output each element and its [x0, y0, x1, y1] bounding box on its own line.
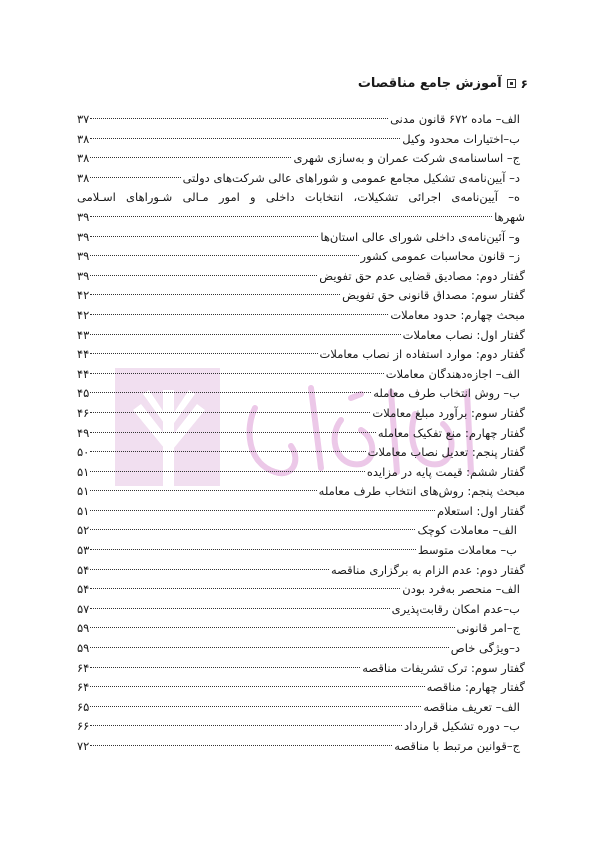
- toc-entry[interactable]: [77, 267, 525, 287]
- toc-entry-title: ه– آیین‌نامه‌ی اجرائی تشکیلات، انتخابات داخلی و امور مـالی شـوراهای اسـلامی: [77, 190, 520, 205]
- toc-entry-page: ۴۲: [77, 307, 90, 322]
- toc-entry-title: گفتار ششم: قیمت پایه در مزایده: [366, 464, 525, 479]
- toc-entry-title: الف– منحصر به‌فرد بودن: [402, 582, 520, 597]
- dot-leader: [90, 255, 358, 256]
- toc-entry-page: ۵۴: [77, 582, 90, 597]
- toc-entry-page: ۶۴: [77, 660, 90, 675]
- page-number: ۶: [520, 76, 528, 91]
- toc-entry-page: ۴۲: [77, 288, 90, 303]
- toc-entry-title: الف– ماده ۶۷۲ قانون مدنی: [390, 112, 520, 126]
- toc-entry-title: گفتار سوم: برآورد مبلغ معاملات: [372, 405, 525, 420]
- toc-entry[interactable]: [77, 404, 525, 424]
- toc-entry-title: گفتار سوم: مصداق قانونی حق تفویض: [342, 288, 525, 303]
- toc-entry-title: گفتار اول: نصاب معاملات: [402, 327, 525, 342]
- dot-leader: [90, 177, 180, 178]
- dot-leader: [90, 392, 371, 393]
- toc-entry-title: گفتار پنجم: تعدیل نصاب معاملات: [367, 445, 525, 460]
- toc-entry-page: ۴۳: [77, 327, 90, 342]
- table-of-contents: [77, 110, 525, 757]
- toc-entry-page: ۷۲: [77, 739, 90, 753]
- toc-entry[interactable]: [77, 659, 525, 679]
- toc-entry-title: ج–قوانین مرتبط با مناقصه: [394, 739, 520, 753]
- toc-entry-title: ج–امر قانونی: [456, 621, 520, 636]
- toc-entry[interactable]: [77, 737, 525, 757]
- toc-entry-page: ۳۸: [77, 131, 90, 146]
- toc-entry[interactable]: [77, 639, 525, 659]
- toc-entry-title: د– آیین‌نامه‌ی تشکیل مجامع عمومی و شوراهای عالی شرکت‌های دولتی: [182, 170, 520, 185]
- dot-leader: [90, 686, 424, 687]
- toc-entry[interactable]: [77, 717, 525, 737]
- toc-entry[interactable]: [77, 698, 525, 718]
- toc-entry-page: ۴۹: [77, 425, 90, 440]
- toc-entry[interactable]: [77, 228, 525, 248]
- dot-leader: [90, 529, 415, 530]
- toc-entry-page: ۳۹: [77, 249, 90, 264]
- toc-entry-page: ۵۱: [77, 464, 90, 479]
- toc-entry-page: ۶۴: [77, 680, 90, 695]
- dot-leader: [90, 510, 435, 511]
- toc-entry[interactable]: [77, 326, 525, 346]
- toc-entry[interactable]: [77, 580, 525, 600]
- toc-entry[interactable]: [77, 384, 525, 404]
- dot-leader: [90, 627, 454, 628]
- toc-entry[interactable]: [77, 149, 525, 169]
- toc-entry[interactable]: [77, 541, 525, 561]
- toc-entry-page: ۳۸: [77, 170, 90, 185]
- toc-entry[interactable]: [77, 365, 525, 385]
- toc-entry-page: ۶۵: [77, 699, 90, 714]
- toc-entry-page: ۵۱: [77, 503, 90, 518]
- toc-entry-title: شهرها: [494, 209, 525, 224]
- dot-leader: [90, 569, 329, 570]
- book-title: آموزش جامع مناقصات: [357, 76, 502, 91]
- toc-entry[interactable]: [77, 463, 525, 483]
- toc-entry-title: و– آئین‌نامه‌ی داخلی شورای عالی استان‌ها: [320, 229, 520, 244]
- toc-entry-page: ۳۷: [77, 112, 90, 126]
- toc-entry[interactable]: [77, 424, 525, 444]
- toc-entry[interactable]: [77, 247, 525, 267]
- toc-entry[interactable]: [77, 502, 525, 522]
- dot-leader: [90, 608, 389, 609]
- toc-entry-title: گفتار سوم: ترک تشریفات مناقصه: [362, 660, 525, 675]
- toc-entry-title: ج– اساسنامه‌ی شرکت عمران و به‌سازی شهری: [293, 151, 520, 166]
- dot-leader: [90, 706, 421, 707]
- toc-entry-title: ب– معاملات متوسط: [417, 543, 517, 558]
- toc-entry[interactable]: [77, 619, 525, 639]
- dot-leader: [90, 647, 448, 648]
- dot-leader: [90, 745, 392, 746]
- toc-entry-page: ۵۲: [77, 523, 90, 538]
- toc-entry[interactable]: [77, 600, 525, 620]
- dot-leader: [90, 373, 383, 374]
- dot-leader: [90, 451, 365, 452]
- toc-entry-page: ۴۴: [77, 366, 90, 381]
- dot-leader: [90, 157, 291, 158]
- toc-entry[interactable]: [77, 345, 525, 365]
- toc-entry-page: ۴۶: [77, 405, 90, 420]
- toc-entry-title: الف– تعریف مناقصه: [423, 699, 520, 714]
- dot-leader: [90, 667, 360, 668]
- toc-entry[interactable]: [77, 443, 525, 463]
- dot-leader: [90, 314, 388, 315]
- square-ornament-icon: [507, 79, 516, 88]
- dot-leader: [90, 471, 365, 472]
- toc-entry-page: ۵۰: [77, 445, 90, 460]
- toc-entry-title: گفتار چهارم: مناقصه: [426, 680, 525, 695]
- dot-leader: [90, 216, 492, 217]
- dot-leader: [90, 138, 400, 139]
- toc-entry-title: ب–عدم امکان رقابت‌پذیری: [391, 601, 520, 616]
- toc-entry-title: گفتار دوم: مصادیق قضایی عدم حق تفویض: [319, 268, 525, 283]
- dot-leader: [90, 294, 340, 295]
- toc-entry[interactable]: [77, 169, 525, 189]
- toc-entry-page: ۳۹: [77, 209, 90, 224]
- toc-entry-title: ب–اختیارات محدود وکیل: [402, 131, 520, 146]
- toc-entry-page: ۳۸: [77, 151, 90, 166]
- toc-entry[interactable]: [77, 110, 525, 130]
- toc-entry-page: ۵۹: [77, 621, 90, 636]
- dot-leader: [90, 412, 370, 413]
- toc-entry-page: ۵۷: [77, 601, 90, 616]
- toc-entry[interactable]: [77, 561, 525, 581]
- toc-entry-page: ۵۳: [77, 543, 90, 558]
- dot-leader: [90, 118, 388, 119]
- toc-entry-title: مبحث چهارم: حدود معاملات: [390, 307, 525, 322]
- toc-entry[interactable]: [77, 678, 525, 698]
- toc-entry-title: گفتار دوم: عدم الزام به برگزاری مناقصه: [330, 562, 525, 577]
- toc-entry-title: الف– اجازه‌دهندگان معاملات: [385, 366, 520, 381]
- dot-leader: [90, 236, 318, 237]
- toc-entry-page: ۵۴: [77, 562, 90, 577]
- toc-entry[interactable]: [77, 286, 525, 306]
- toc-entry-page: ۳۹: [77, 229, 90, 244]
- toc-entry[interactable]: [77, 188, 525, 208]
- toc-entry-page: ۶۶: [77, 719, 90, 734]
- dot-leader: [90, 725, 402, 726]
- dot-leader: [90, 275, 317, 276]
- toc-entry-title: ب– دوره تشکیل قرارداد: [404, 719, 520, 734]
- toc-entry-title: مبحث پنجم: روش‌های انتخاب طرف معامله: [318, 484, 525, 499]
- dot-leader: [90, 490, 316, 491]
- toc-entry[interactable]: [77, 482, 525, 502]
- toc-entry-page: ۴۴: [77, 347, 90, 362]
- toc-entry-title: ز– قانون محاسبات عمومی کشور: [360, 249, 520, 264]
- toc-entry[interactable]: [77, 130, 525, 150]
- running-header: [358, 76, 528, 91]
- toc-entry-title: گفتار اول: استعلام: [437, 503, 525, 518]
- toc-entry[interactable]: [77, 521, 525, 541]
- toc-entry-title: ب– روش انتخاب طرف معامله: [373, 386, 520, 401]
- toc-entry-title: د–ویژگی خاص: [450, 641, 520, 656]
- toc-entry-title: گفتار دوم: موارد استفاده از نصاب معاملات: [319, 347, 525, 362]
- toc-entry[interactable]: [77, 306, 525, 326]
- dot-leader: [90, 353, 317, 354]
- dot-leader: [90, 432, 376, 433]
- toc-entry-title: گفتار چهارم: منع تفکیک معامله: [377, 425, 525, 440]
- toc-entry-page: ۴۵: [77, 386, 90, 401]
- toc-entry-page: ۵۹: [77, 641, 90, 656]
- toc-entry[interactable]: [77, 208, 525, 228]
- toc-entry-title: الف– معاملات کوچک: [417, 523, 517, 538]
- toc-entry-page: ۳۹: [77, 268, 90, 283]
- dot-leader: [90, 549, 416, 550]
- toc-entry-page: ۵۱: [77, 484, 90, 499]
- dot-leader: [90, 588, 400, 589]
- dot-leader: [90, 334, 400, 335]
